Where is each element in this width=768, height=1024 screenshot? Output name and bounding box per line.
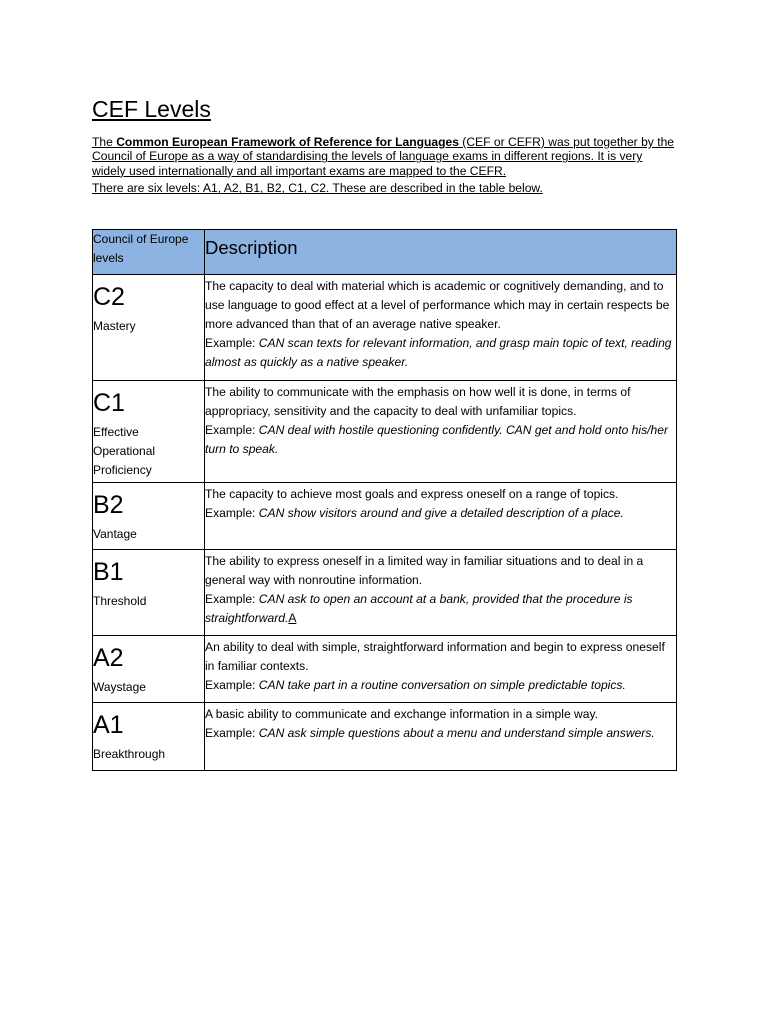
level-description: The capacity to achieve most goals and express oneself on a range of topics. — [205, 487, 619, 501]
table-row — [93, 703, 677, 771]
table-row — [93, 381, 677, 483]
level-name: Threshold — [93, 594, 147, 608]
table-header-row — [93, 230, 677, 275]
example-text: CAN deal with hostile questioning confidently. CAN get and hold onto his/her turn to speak. — [205, 423, 668, 456]
example-text: CAN take part in a routine conversation on simple predictable topics. — [258, 678, 626, 692]
intro-rest: (CEF or CEFR) was put together by the Council of Europe as a way of standardising the levels of language exams in different regions. It is very widely used internationally and all important exams are mapped to the CEFR. — [92, 135, 675, 178]
description-cell — [205, 275, 677, 381]
level-code: B1 — [93, 558, 124, 586]
example-label: Example: — [205, 423, 259, 437]
description-cell — [205, 550, 677, 636]
level-description: An ability to deal with simple, straightforward information and begin to express oneself in familiar contexts. — [205, 640, 665, 673]
description-cell — [205, 381, 677, 483]
intro-paragraph — [92, 135, 676, 178]
example-label: Example: — [205, 726, 259, 740]
table-row — [93, 636, 677, 703]
level-code: C1 — [93, 389, 125, 417]
example-text: CAN ask to open an account at a bank, provided that the procedure is straightforward. — [205, 592, 633, 625]
table-row — [93, 550, 677, 636]
example-label: Example: — [205, 592, 259, 606]
description-cell — [205, 483, 677, 550]
level-description: A basic ability to communicate and exchange information in a simple way. — [205, 707, 599, 721]
cef-levels-table — [92, 229, 677, 771]
document-body — [92, 94, 676, 196]
table-row — [93, 275, 677, 381]
example-text: CAN scan texts for relevant information, and grasp main topic of text, reading almost as quickly as a native speaker. — [205, 336, 672, 369]
level-cell — [93, 275, 205, 381]
anchor-mark: A — [288, 611, 297, 625]
level-description: The ability to communicate with the emphasis on how well it is done, in terms of appropriacy, sensitivity and the capacity to deal with unfamiliar topics. — [205, 385, 631, 418]
level-code: C2 — [93, 283, 125, 311]
example-label: Example: — [205, 336, 259, 350]
level-cell — [93, 483, 205, 550]
header-description: Description — [205, 230, 677, 275]
example-label: Example: — [205, 678, 259, 692]
example-label: Example: — [205, 506, 259, 520]
intro-lead: The — [92, 135, 117, 149]
level-cell — [93, 550, 205, 636]
description-cell — [205, 636, 677, 703]
page-title: CEF Levels — [92, 96, 211, 122]
level-name: Mastery — [93, 319, 136, 333]
level-cell — [93, 703, 205, 771]
level-name: Waystage — [93, 680, 146, 694]
table-row — [93, 483, 677, 550]
level-description: The capacity to deal with material which is academic or cognitively demanding, and to use language to good effect at a level of performance which may in certain respects be more advanced than that of an average native speaker. — [205, 279, 670, 331]
header-levels: Council of Europe levels — [93, 230, 205, 275]
description-cell — [205, 703, 677, 771]
example-text: CAN ask simple questions about a menu and understand simple answers. — [258, 726, 655, 740]
example-text: CAN show visitors around and give a detailed description of a place. — [258, 506, 624, 520]
level-name: Effective Operational Proficiency — [93, 425, 156, 477]
level-cell — [93, 381, 205, 483]
level-code: B2 — [93, 491, 124, 519]
level-name: Vantage — [93, 527, 137, 541]
levels-summary: There are six levels: A1, A2, B1, B2, C1, C2. These are described in the table below. — [92, 181, 543, 196]
level-code: A1 — [93, 711, 124, 739]
level-cell — [93, 636, 205, 703]
level-name: Breakthrough — [93, 747, 166, 761]
intro-framework-name: Common European Framework of Reference for Languages — [116, 135, 459, 149]
level-description: The ability to express oneself in a limited way in familiar situations and to deal in a general way with nonroutine information. — [205, 554, 644, 587]
level-code: A2 — [93, 644, 124, 672]
